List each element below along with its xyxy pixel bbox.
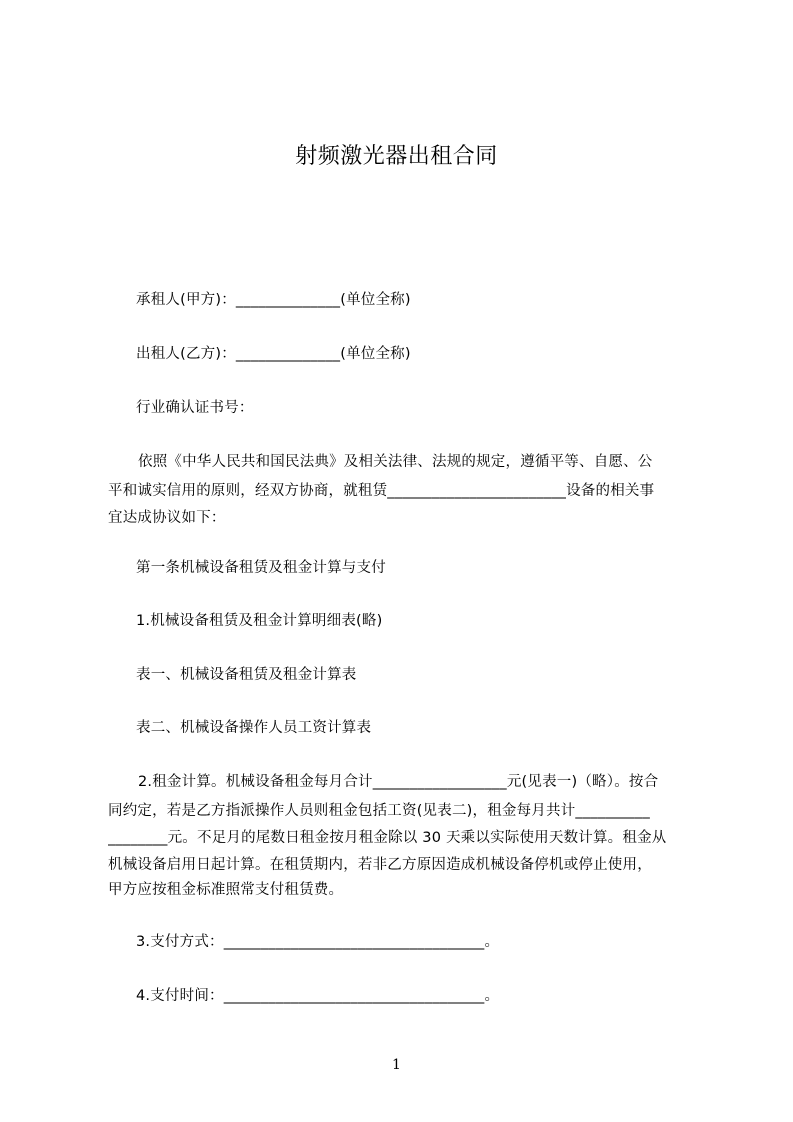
page-number: 1 [392, 1057, 401, 1073]
document-title: 射频激光器出租合同 [295, 144, 498, 169]
item2-line-2: 同约定，若是乙方指派操作人员则租金包括工资(见表二)，租金每月共计__________ [108, 803, 650, 819]
item2-line-5: 甲方应按租金标准照常支付租赁费。 [108, 882, 344, 898]
article1-heading: 第一条机械设备租赁及租金计算与支付 [136, 560, 386, 576]
lessor-line: 出租人(乙方)：______________(单位全称) [136, 346, 411, 362]
item2-line-1: 2.租金计算。机械设备租金每月合计__________________元(见表一)（略）。按合 [138, 774, 659, 790]
item1-line: 1.机械设备租赁及租金计算明细表(略) [136, 613, 383, 629]
intro-line-2: 平和诚实信用的原则，经双方协商，就租赁________________________设备的相关事 [108, 483, 655, 499]
intro-line-1: 依照《中华人民共和国民法典》及相关法律、法规的规定，遵循平等、自愿、公 [138, 454, 653, 470]
table1-line: 表一、机械设备租赁及租金计算表 [136, 667, 357, 683]
lessee-line: 承租人(甲方)：______________(单位全称) [136, 292, 411, 308]
intro-line-3: 宜达成协议如下： [108, 510, 226, 526]
item3-line: 3.支付方式：___________________________________。 [136, 934, 500, 950]
table2-line: 表二、机械设备操作人员工资计算表 [136, 720, 372, 736]
item4-line: 4.支付时间：___________________________________。 [136, 988, 500, 1004]
item2-line-4: 机械设备启用日起计算。在租赁期内，若非乙方原因造成机械设备停机或停止使用， [108, 857, 652, 873]
item2-line-3: ________元。不足月的尾数日租金按月租金除以 30 天乘以实际使用天数计算。租金从 [108, 830, 667, 846]
certificate-line: 行业确认证书号： [136, 400, 254, 416]
